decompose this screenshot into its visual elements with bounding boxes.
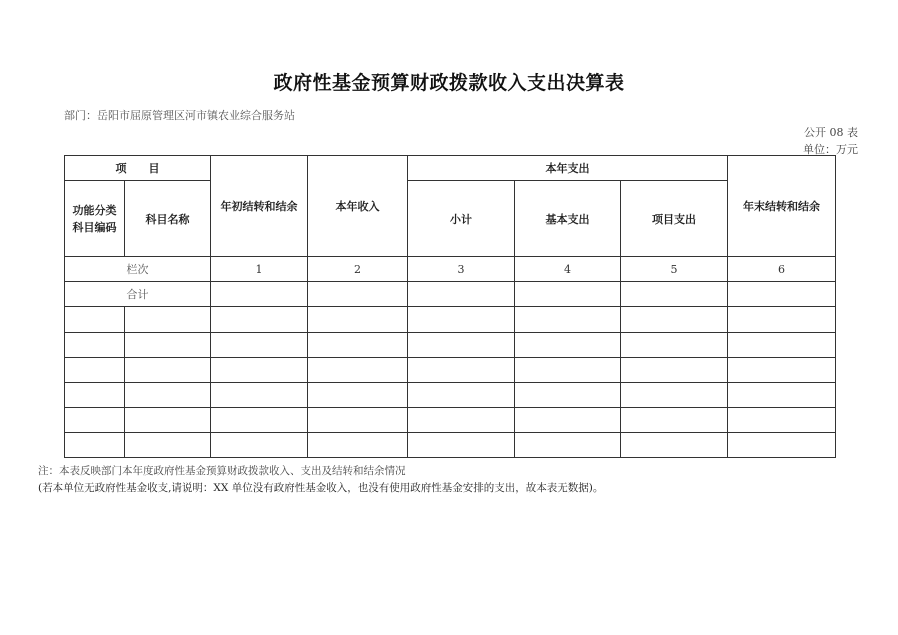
table-cell (308, 357, 408, 382)
table-cell (621, 357, 728, 382)
table-cell (408, 357, 515, 382)
table-cell (621, 382, 728, 407)
table-cell (125, 407, 211, 432)
header-project: 项目支出 (621, 181, 728, 257)
table-cell (408, 282, 515, 307)
header-row-1 (65, 156, 836, 181)
table-cell (515, 332, 621, 357)
table-cell (308, 382, 408, 407)
table-cell (728, 282, 836, 307)
total-label: 合计 (65, 282, 211, 307)
document-number: 公开 08 表 (804, 126, 858, 139)
header-begin-balance: 年初结转和结余 (211, 156, 308, 257)
header-func-code-line2: 科目编码 (72, 220, 117, 234)
table-cell (308, 407, 408, 432)
total-row (65, 282, 836, 307)
note-primary: 注：本表反映部门本年度政府性基金预算财政拨款收入、支出及结转和结余情况 (38, 465, 406, 477)
table-cell (65, 432, 125, 457)
table-row (65, 332, 836, 357)
table-cell (728, 307, 836, 332)
table-row (65, 382, 836, 407)
table-cell (621, 332, 728, 357)
table-cell (408, 407, 515, 432)
department-line (64, 107, 295, 123)
table-cell (408, 432, 515, 457)
department-name: 岳阳市屈原管理区河市镇农业综合服务站 (97, 109, 295, 122)
header-subtotal: 小计 (408, 181, 515, 257)
table-cell (515, 307, 621, 332)
table-cell (211, 407, 308, 432)
table-cell (125, 357, 211, 382)
table-cell (65, 332, 125, 357)
header-func-code-line1: 功能分类 (72, 203, 117, 217)
table-cell (308, 307, 408, 332)
department-label: 部门： (64, 109, 97, 122)
table-cell (621, 282, 728, 307)
table-cell (728, 407, 836, 432)
table-cell (211, 332, 308, 357)
table-cell (65, 357, 125, 382)
table-cell (515, 382, 621, 407)
table-cell (621, 307, 728, 332)
header-income: 本年收入 (308, 156, 408, 257)
table-row (65, 407, 836, 432)
table-cell (65, 307, 125, 332)
table-cell (125, 307, 211, 332)
page-title: 政府性基金预算财政拨款收入支出决算表 (273, 72, 625, 94)
header-end-balance: 年末结转和结余 (728, 156, 836, 257)
table-row (65, 307, 836, 332)
table-cell (125, 432, 211, 457)
table-cell (728, 332, 836, 357)
table-cell (408, 332, 515, 357)
column-index-row (65, 257, 836, 282)
table-cell (408, 307, 515, 332)
header-item: 项 目 (65, 156, 211, 181)
table-cell (408, 382, 515, 407)
column-number: 1 (211, 257, 308, 282)
table-cell (621, 407, 728, 432)
column-index-label: 栏次 (65, 257, 211, 282)
table-cell (515, 432, 621, 457)
note-secondary: (若本单位无政府性基金收支,请说明：XX 单位没有政府性基金收入，也没有使用政府性基金安排的支出，故本表无数据)。 (38, 482, 604, 494)
table-cell (308, 282, 408, 307)
table-cell (515, 407, 621, 432)
header-subject-name: 科目名称 (125, 181, 211, 257)
table-cell (211, 307, 308, 332)
table-cell (308, 332, 408, 357)
table-cell (211, 432, 308, 457)
table-cell (621, 432, 728, 457)
table-cell (515, 357, 621, 382)
header-func-code (65, 181, 125, 257)
table-cell (728, 357, 836, 382)
header-basic: 基本支出 (515, 181, 621, 257)
table-cell (728, 432, 836, 457)
column-number: 5 (621, 257, 728, 282)
table-cell (728, 382, 836, 407)
table-cell (65, 407, 125, 432)
column-number: 3 (408, 257, 515, 282)
budget-table (64, 155, 836, 458)
column-number: 6 (728, 257, 836, 282)
table-row (65, 432, 836, 457)
table-cell (211, 282, 308, 307)
table-cell (211, 382, 308, 407)
unit-label: 单位：万元 (803, 143, 858, 156)
table-cell (515, 282, 621, 307)
table-cell (308, 432, 408, 457)
column-number: 4 (515, 257, 621, 282)
table-cell (125, 382, 211, 407)
header-expenditure: 本年支出 (408, 156, 728, 181)
table-cell (211, 357, 308, 382)
table-row (65, 357, 836, 382)
table-cell (65, 382, 125, 407)
table-cell (125, 332, 211, 357)
header-row-2 (65, 181, 836, 257)
column-number: 2 (308, 257, 408, 282)
